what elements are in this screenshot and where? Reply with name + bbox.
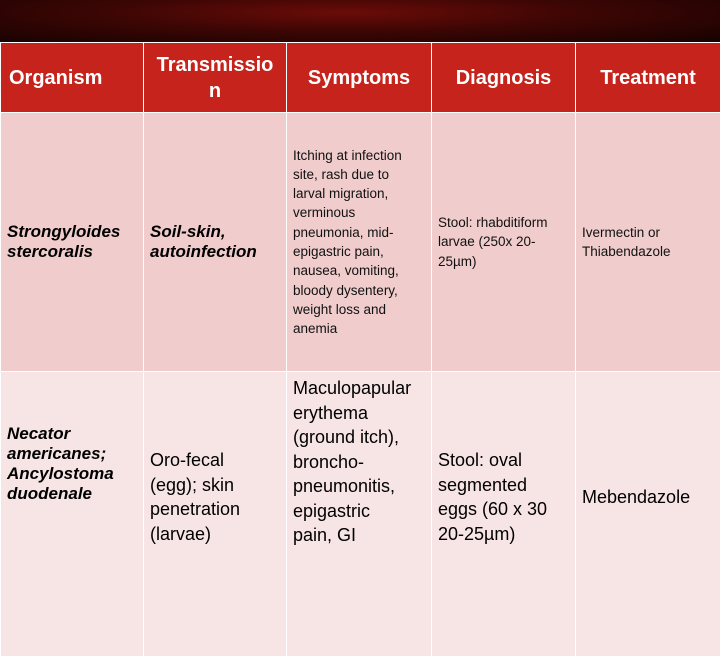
diagnosis-cell	[432, 113, 576, 372]
symptoms-cell	[287, 372, 432, 657]
treatment-text: Mebendazole	[582, 485, 714, 510]
symptoms-text: Maculopapular erythema (ground itch), broncho- pneumonitis, epigastric pain, GI	[293, 376, 425, 548]
symptoms-text: Itching at infection site, rash due to larval migration, verminous pneumonia, mid- epigastric pain, nausea, vomiting, bloody dysentery, weight loss and anemia	[293, 146, 425, 339]
header-organism: Organism	[1, 43, 144, 113]
treatment-text: Ivermectin or Thiabendazole	[582, 223, 714, 262]
table-header-row	[1, 43, 720, 113]
organism-name: Strongyloides stercoralis	[7, 222, 120, 261]
table-row	[1, 372, 720, 657]
transmission-cell	[144, 113, 287, 372]
header-transmission-label: Transmission	[153, 52, 277, 104]
header-treatment: Treatment	[576, 43, 720, 113]
symptoms-cell	[287, 113, 432, 372]
treatment-cell	[576, 372, 720, 657]
parasite-table	[0, 42, 720, 657]
organism-cell	[1, 372, 144, 657]
treatment-cell	[576, 113, 720, 372]
header-transmission	[144, 43, 287, 113]
transmission-cell	[144, 372, 287, 657]
diagnosis-text: Stool: oval segmented eggs (60 x 30 20-25µm)	[438, 448, 569, 546]
diagnosis-text: Stool: rhabditiform larvae (250x 20- 25µm)	[438, 213, 569, 271]
organism-cell	[1, 113, 144, 372]
header-symptoms: Symptoms	[287, 43, 432, 113]
organism-name: Necator americanes; Ancylostoma duodenale	[7, 424, 114, 503]
header-diagnosis: Diagnosis	[432, 43, 576, 113]
diagnosis-cell	[432, 372, 576, 657]
table-row	[1, 113, 720, 372]
transmission-text: Soil-skin, autoinfection	[150, 222, 257, 261]
title-bar	[0, 0, 720, 42]
transmission-text: Oro-fecal (egg); skin penetration (larvae)	[150, 448, 280, 546]
